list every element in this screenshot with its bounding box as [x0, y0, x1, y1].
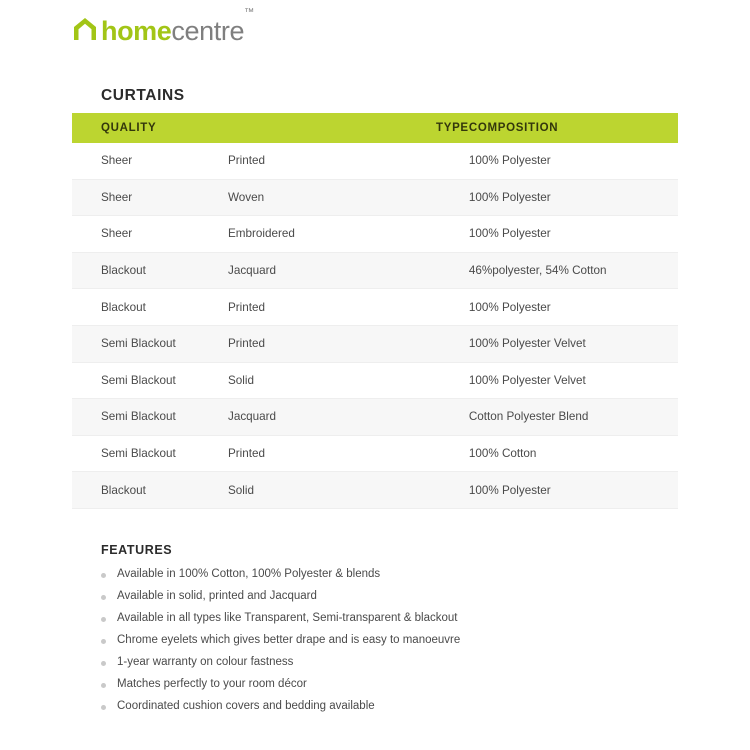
bullet-icon	[101, 683, 106, 688]
features-section	[101, 543, 661, 722]
list-item	[101, 656, 661, 670]
cell-type: Printed	[228, 143, 469, 179]
cell-type: Jacquard	[228, 399, 469, 436]
cell-quality: Blackout	[72, 252, 228, 289]
cell-composition: 100% Polyester Velvet	[469, 362, 678, 399]
list-item	[101, 700, 661, 714]
trademark-symbol: ™	[244, 7, 255, 18]
table-row	[72, 216, 678, 253]
table-row	[72, 252, 678, 289]
table-row	[72, 472, 678, 509]
brand-name-first: home	[101, 16, 172, 46]
brand-name-second: centre	[171, 16, 245, 46]
features-title: FEATURES	[101, 543, 173, 557]
cell-composition: Cotton Polyester Blend	[469, 399, 678, 436]
cell-composition: 100% Polyester	[469, 289, 678, 326]
table-row	[72, 399, 678, 436]
cell-composition: 100% Cotton	[469, 435, 678, 472]
cell-composition: 100% Polyester	[469, 472, 678, 509]
cell-type: Printed	[228, 435, 469, 472]
bullet-icon	[101, 573, 106, 578]
bullet-icon	[101, 661, 106, 666]
table-row	[72, 179, 678, 216]
column-header-composition: COMPOSITION	[469, 113, 678, 143]
cell-quality: Semi Blackout	[72, 435, 228, 472]
cell-composition: 100% Polyester	[469, 143, 678, 179]
bullet-icon	[101, 639, 106, 644]
table-row	[72, 289, 678, 326]
cell-type: Jacquard	[228, 252, 469, 289]
feature-text: Available in solid, printed and Jacquard	[117, 589, 317, 602]
list-item	[101, 678, 661, 692]
cell-quality: Semi Blackout	[72, 362, 228, 399]
list-item	[101, 612, 661, 626]
house-roof-icon	[72, 16, 98, 42]
cell-type: Printed	[228, 289, 469, 326]
table-row	[72, 362, 678, 399]
cell-composition: 100% Polyester	[469, 216, 678, 253]
cell-type: Woven	[228, 179, 469, 216]
feature-text: Chrome eyelets which gives better drape and is easy to manoeuvre	[117, 633, 461, 646]
table-header-row	[72, 113, 678, 143]
page-title: CURTAINS	[101, 87, 185, 104]
feature-text: Available in 100% Cotton, 100% Polyester & blends	[117, 568, 381, 580]
cell-type: Printed	[228, 325, 469, 362]
brand-logo	[72, 7, 255, 46]
brand-wordmark	[101, 7, 255, 46]
list-item	[101, 568, 661, 582]
cell-composition: 100% Polyester Velvet	[469, 325, 678, 362]
cell-quality: Semi Blackout	[72, 325, 228, 362]
cell-composition: 100% Polyester	[469, 179, 678, 216]
list-item	[101, 590, 661, 604]
cell-type: Solid	[228, 472, 469, 509]
bullet-icon	[101, 617, 106, 622]
curtains-spec-table	[72, 113, 678, 509]
column-header-type: TYPE	[228, 113, 469, 143]
cell-composition: 46%polyester, 54% Cotton	[469, 252, 678, 289]
cell-quality: Sheer	[72, 179, 228, 216]
table-row	[72, 143, 678, 179]
cell-quality: Semi Blackout	[72, 399, 228, 436]
cell-quality: Sheer	[72, 216, 228, 253]
cell-quality: Blackout	[72, 472, 228, 509]
cell-quality: Blackout	[72, 289, 228, 326]
cell-type: Solid	[228, 362, 469, 399]
list-item	[101, 634, 661, 648]
cell-type: Embroidered	[228, 216, 469, 253]
feature-text: Matches perfectly to your room décor	[117, 677, 307, 690]
feature-text: Available in all types like Transparent, Semi-transparent & blackout	[117, 611, 458, 624]
table-row	[72, 325, 678, 362]
column-header-quality: QUALITY	[72, 113, 228, 143]
table-row	[72, 435, 678, 472]
feature-text: Coordinated cushion covers and bedding available	[117, 699, 375, 712]
bullet-icon	[101, 595, 106, 600]
cell-quality: Sheer	[72, 143, 228, 179]
bullet-icon	[101, 705, 106, 710]
feature-text: 1-year warranty on colour fastness	[117, 655, 294, 668]
